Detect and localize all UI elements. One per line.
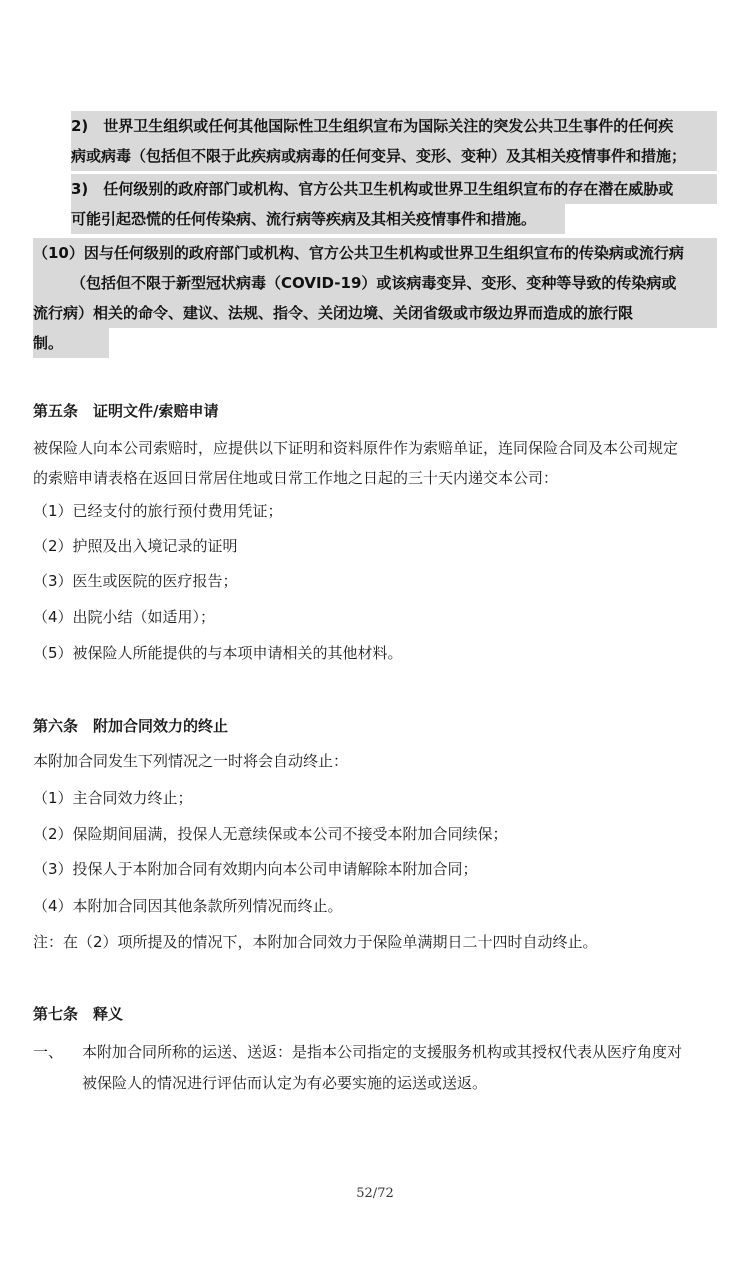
- section-5-item: （4）出院小结（如适用）；: [33, 608, 216, 626]
- text-line: 制。: [33, 328, 109, 358]
- text-line: 2) 世界卫生组织或任何其他国际性卫生组织宣布为国际关注的突发公共卫生事件的任何疾: [71, 111, 717, 141]
- exclusion-item-3: [71, 174, 717, 234]
- text-line: （10）因与任何级别的政府部门或机构、官方公共卫生机构或世界卫生组织宣布的传染病或流行病: [33, 238, 717, 268]
- text-line: 病或病毒（包括但不限于此疾病或病毒的任何变异、变形、变种）及其相关疫情事件和措施；: [71, 141, 717, 171]
- section-5-intro-line: 的索赔申请表格在返回日常居住地或日常工作地之日起的三十天内递交本公司：: [33, 469, 559, 487]
- text-line: （包括但不限于新型冠状病毒（COVID-19）或该病毒变异、变形、变种等导致的传染病或: [33, 268, 717, 298]
- section-7-item-line: 本附加合同所称的运送、送返：是指本公司指定的支援服务机构或其授权代表从医疗角度对: [82, 1043, 683, 1061]
- section-6-item: （3）投保人于本附加合同有效期内向本公司申请解除本附加合同；: [33, 860, 478, 878]
- exclusion-item-2: [71, 111, 717, 171]
- section-6-item: （2）保险期间届满，投保人无意续保或本公司不接受本附加合同续保；: [33, 825, 508, 843]
- exclusion-item-10: [33, 238, 717, 358]
- section-6-item: （1）主合同效力终止；: [33, 789, 193, 807]
- section-6-intro: 本附加合同发生下列情况之一时将会自动终止：: [33, 752, 349, 770]
- section-6-item: （4）本附加合同因其他条款所列情况而终止。: [33, 897, 343, 915]
- section-5-item: （1）已经支付的旅行预付费用凭证；: [33, 502, 283, 520]
- page-number: 52/72: [356, 1186, 394, 1201]
- text-line: 3) 任何级别的政府部门或机构、官方公共卫生机构或世界卫生组织宣布的存在潜在威胁或: [71, 174, 717, 204]
- section-7-title: 第七条 释义: [33, 1005, 124, 1023]
- section-7-item-line: 被保险人的情况进行评估而认定为有必要实施的运送或送返。: [82, 1074, 488, 1092]
- section-6-title: 第六条 附加合同效力的终止: [33, 717, 229, 735]
- text-line: 流行病）相关的命令、建议、法规、指令、关闭边境、关闭省级或市级边界而造成的旅行限: [33, 298, 717, 328]
- text-line: 可能引起恐慌的任何传染病、流行病等疾病及其相关疫情事件和措施。: [71, 204, 565, 234]
- section-5-item: （3）医生或医院的医疗报告；: [33, 572, 238, 590]
- section-7-item-number: 一、: [33, 1043, 64, 1061]
- section-5-title: 第五条 证明文件/索赔申请: [33, 402, 219, 420]
- section-6-note: 注：在（2）项所提及的情况下，本附加合同效力于保险单满期日二十四时自动终止。: [33, 933, 598, 951]
- section-5-intro-line: 被保险人向本公司索赔时，应提供以下证明和资料原件作为索赔单证，连同保险合同及本公司规定: [33, 439, 679, 457]
- section-5-item: （5）被保险人所能提供的与本项申请相关的其他材料。: [33, 644, 403, 662]
- section-5-item: （2）护照及出入境记录的证明: [33, 537, 238, 555]
